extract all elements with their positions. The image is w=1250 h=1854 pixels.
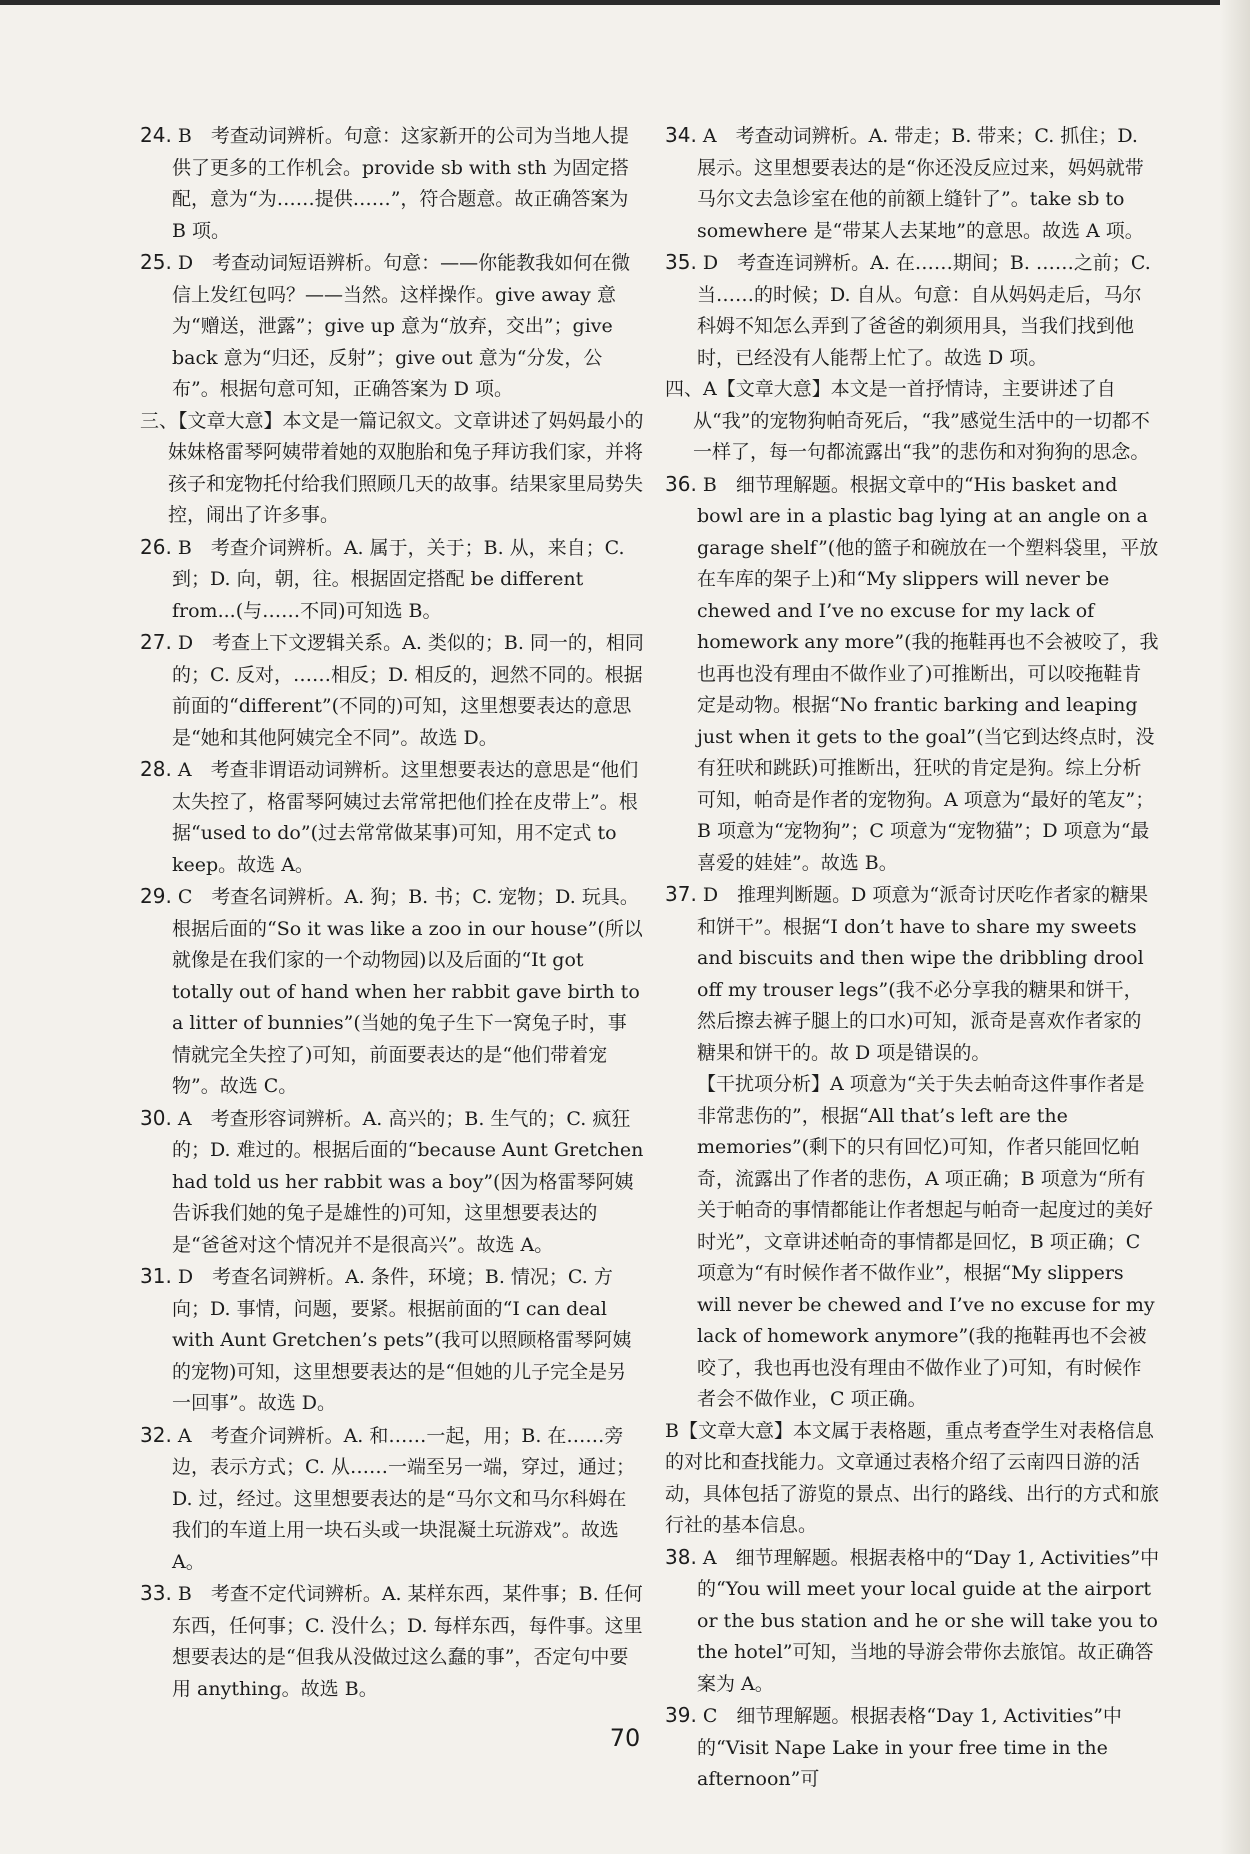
question-number: 39. [665,1703,697,1727]
passage-summary: B【文章大意】本文属于表格题，重点考查学生对表格信息的对比和查找能力。文章通过表格介绍了云南四日游的活动，具体包括了游览的景点、出行的路线、出行的方式和旅行社的基本信息。 [665,1419,1160,1536]
answer-item [140,1261,645,1420]
passage-summary: 三、【文章大意】本文是一篇记叙文。文章讲述了妈妈最小的妹妹格雷琴阿姨带着她的双胞胎和兔子拜访我们家，并将孩子和宠物托付给我们照顾几天的故事。结果家里局势失控，闹出了许多事。 [140,409,644,526]
answer-item [140,1578,645,1705]
answer-item [140,247,645,406]
answer-item [665,879,1160,1069]
answer-item [665,247,1160,374]
question-number: 25. [140,250,172,274]
question-number: 28. [140,757,172,781]
answer-item [140,754,645,881]
page-number: 70 [609,1724,641,1752]
answer-item [140,1420,645,1579]
question-number: 26. [140,534,172,559]
page-edge-shadow [1220,0,1250,1854]
top-border-line [0,0,1250,5]
passage-summary: 四、A【文章大意】本文是一首抒情诗，主要讲述了自从“我”的宠物狗帕奇死后，“我”感觉生活中的一切都不一样了，每一句都流露出“我”的悲伤和对狗狗的思念。 [665,378,1150,463]
answer-item [140,532,645,628]
answer-explanation: B 考查动词辨析。句意：这家新开的公司为当地人提供了更多的工作机会。provide sb with sth 为固定搭配，意为“为……提供……”，符合题意。故正确答案为 B 项。 [172,125,629,242]
answer-explanation: D 考查连词辨析。A. 在……期间；B. ……之前；C. 当……的时候；D. 自从。句意：自从妈妈走后，马尔科姆不知怎么弄到了爸爸的剃须用具，当我们找到他时，已经没有人能帮上忙了。故选 D 项。 [697,252,1151,369]
answer-item [665,1542,1160,1701]
answer-explanation: A 考查动词辨析。A. 带走；B. 带来；C. 抓住；D. 展示。这里想要表达的是“你还没反应过来，妈妈就带马尔文去急诊室在他的前额上缝针了”。take sb to somewhere 是“带某人去某地”的意思。故选 A 项。 [697,125,1144,242]
answer-item [140,1103,645,1262]
answer-explanation: A 考查介词辨析。A. 和……一起，用；B. 在……旁边，表示方式；C. 从……一端至另一端，穿过，通过；D. 过，经过。这里想要表达的是“马尔文和马尔科姆在我们的车道上用一块石头或一块混凝土玩游戏”。故选 A。 [172,1424,635,1573]
answer-item [140,120,645,247]
answer-item [140,881,645,1103]
answer-explanation: D 考查动词短语辨析。句意：——你能教我如何在微信上发红包吗？——当然。这样操作。give away 意为“赠送，泄露”；give up 意为“放弃，交出”；give back 意为“归还，反射”；give out 意为“分发，公布”。根据句意可知，正确答案为 D 项。 [172,252,631,400]
question-number: 37. [665,882,697,906]
question-number: 24. [140,123,172,147]
question-number: 35. [665,250,697,274]
question-number: 30. [140,1105,172,1130]
answer-explanation: A 考查形容词辨析。A. 高兴的；B. 生气的；C. 疯狂的；D. 难过的。根据后面的“because Aunt Gretchen had told us her rabbit was a boy”(因为格雷琴阿姨告诉我们她的兔子是雄性的)可知，这里想要表达的是“爸爸对这个情况并不是很高兴”。故选 A。 [172,1107,644,1256]
question-number: 38. [665,1544,697,1569]
answer-explanation: B 考查介词辨析。A. 属于，关于；B. 从，来自；C. 到；D. 向，朝，往。根据固定搭配 be different from...(与……不同)可知选 B。 [172,536,625,622]
answer-explanation: D 推理判断题。D 项意为“派奇讨厌吃作者家的糖果和饼干”。根据“I don’t have to share my sweets and biscuits and then wipe the dribbling drool off my trouser legs”(我不必分享我的糖果和饼干，然后擦去裤子腿上的口水)可知，派奇是喜欢作者家的糖果和饼干的。故 D 项是错误的。 [697,884,1149,1064]
answer-item [665,120,1160,247]
answer-explanation: A 细节理解题。根据表格中的“Day 1, Activities”中的“You will meet your local guide at the airport or the bus station and he or she will take you to the hotel”可知，当地的导游会带你去旅馆。故正确答案为 A。 [697,1546,1160,1695]
answer-explanation: D 考查名词辨析。A. 条件，环境；B. 情况；C. 方向；D. 事情，问题，要紧。根据前面的“I can deal with Aunt Gretchen’s pets”(我可以照顾格雷琴阿姨的宠物)可知，这里想要表达的是“但她的儿子完全是另一回事”。故选 D。 [172,1266,632,1414]
question-number: 31. [140,1264,172,1288]
distractor-analysis: 【干扰项分析】A 项意为“关于失去帕奇这件事作者是非常悲伤的”，根据“All that’s left are the memories”(剩下的只有回忆)可知，作者只能回忆帕奇，流露出了作者的悲伤，A 项正确；B 项意为“所有关于帕奇的事情都能让作者想起与帕奇一起度过的美好时光”，文章讲述帕奇的事情都是回忆，B 项正确；C 项意为“有时候作者不做作业”，根据“My slippers will never be chewed and I’ve no excuse for my lack of homework anymore”(我的拖鞋再也不会被咬了，我也再也没有理由不做作业了)可知，有时候作者会不做作业，C 项正确。 [697,1073,1155,1410]
right-column [665,120,1160,1796]
answer-explanation: B 考查不定代词辨析。A. 某样东西，某件事；B. 任何东西，任何事；C. 没什么；D. 每样东西，每件事。这里想要表达的是“但我从没做过这么蠢的事”，否定句中要用 anything。故选 B。 [172,1583,643,1700]
question-number: 33. [140,1581,172,1605]
question-number: 34. [665,123,697,147]
answer-explanation: C 考查名词辨析。A. 狗；B. 书；C. 宠物；D. 玩具。根据后面的“So it was like a zoo in our house”(所以就像是在我们家的一个动物园)以及后面的“It got totally out of hand when her rabbit gave birth to a litter of bunnies”(当她的兔子生下一窝兔子时，事情就完全失控了)可知，前面要表达的是“他们带着宠物”。故选 C。 [172,886,643,1097]
question-number: 29. [140,884,172,908]
question-number: 36. [665,471,697,496]
question-number: 32. [140,1422,172,1447]
answer-explanation: B 细节理解题。根据文章中的“His basket and bowl are in a plastic bag lying at an angle on a garage shelf”(他的篮子和碗放在一个塑料袋里，平放在车库的架子上)和“My slippers will never be chewed and I’ve no excuse for my lack of homework any more”(我的拖鞋再也不会被咬了，我也再也没有理由不做作业了)可推断出，可以咬拖鞋肯定是动物。根据“No frantic barking and leaping just when it gets to the goal”(当它到达终点时，没有狂吠和跳跃)可推断出，狂吠的肯定是狗。综上分析可知，帕奇是作者的宠物狗。A 项意为“最好的笔友”；B 项意为“宠物狗”；C 项意为“宠物猫”；D 项意为“最喜爱的娃娃”。故选 B。 [697,473,1159,874]
answer-item [665,469,1160,880]
answer-explanation: C 细节理解题。根据表格“Day 1, Activities”中的“Visit Nape Lake in your free time in the afternoon”可 [697,1705,1122,1790]
answer-explanation: D 考查上下文逻辑关系。A. 类似的；B. 同一的，相同的；C. 反对，……相反；D. 相反的，迥然不同的。根据前面的“different”(不同的)可知，这里想要表达的意思是“她和其他阿姨完全不同”。故选 D。 [172,632,644,749]
left-column [140,120,645,1705]
answer-item [140,627,645,754]
answer-explanation: A 考查非谓语动词辨析。这里想要表达的意思是“他们太失控了，格雷琴阿姨过去常常把他们拴在皮带上”。根据“used to do”(过去常常做某事)可知，用不定式 to keep。故选 A。 [172,759,639,876]
question-number: 27. [140,630,172,654]
